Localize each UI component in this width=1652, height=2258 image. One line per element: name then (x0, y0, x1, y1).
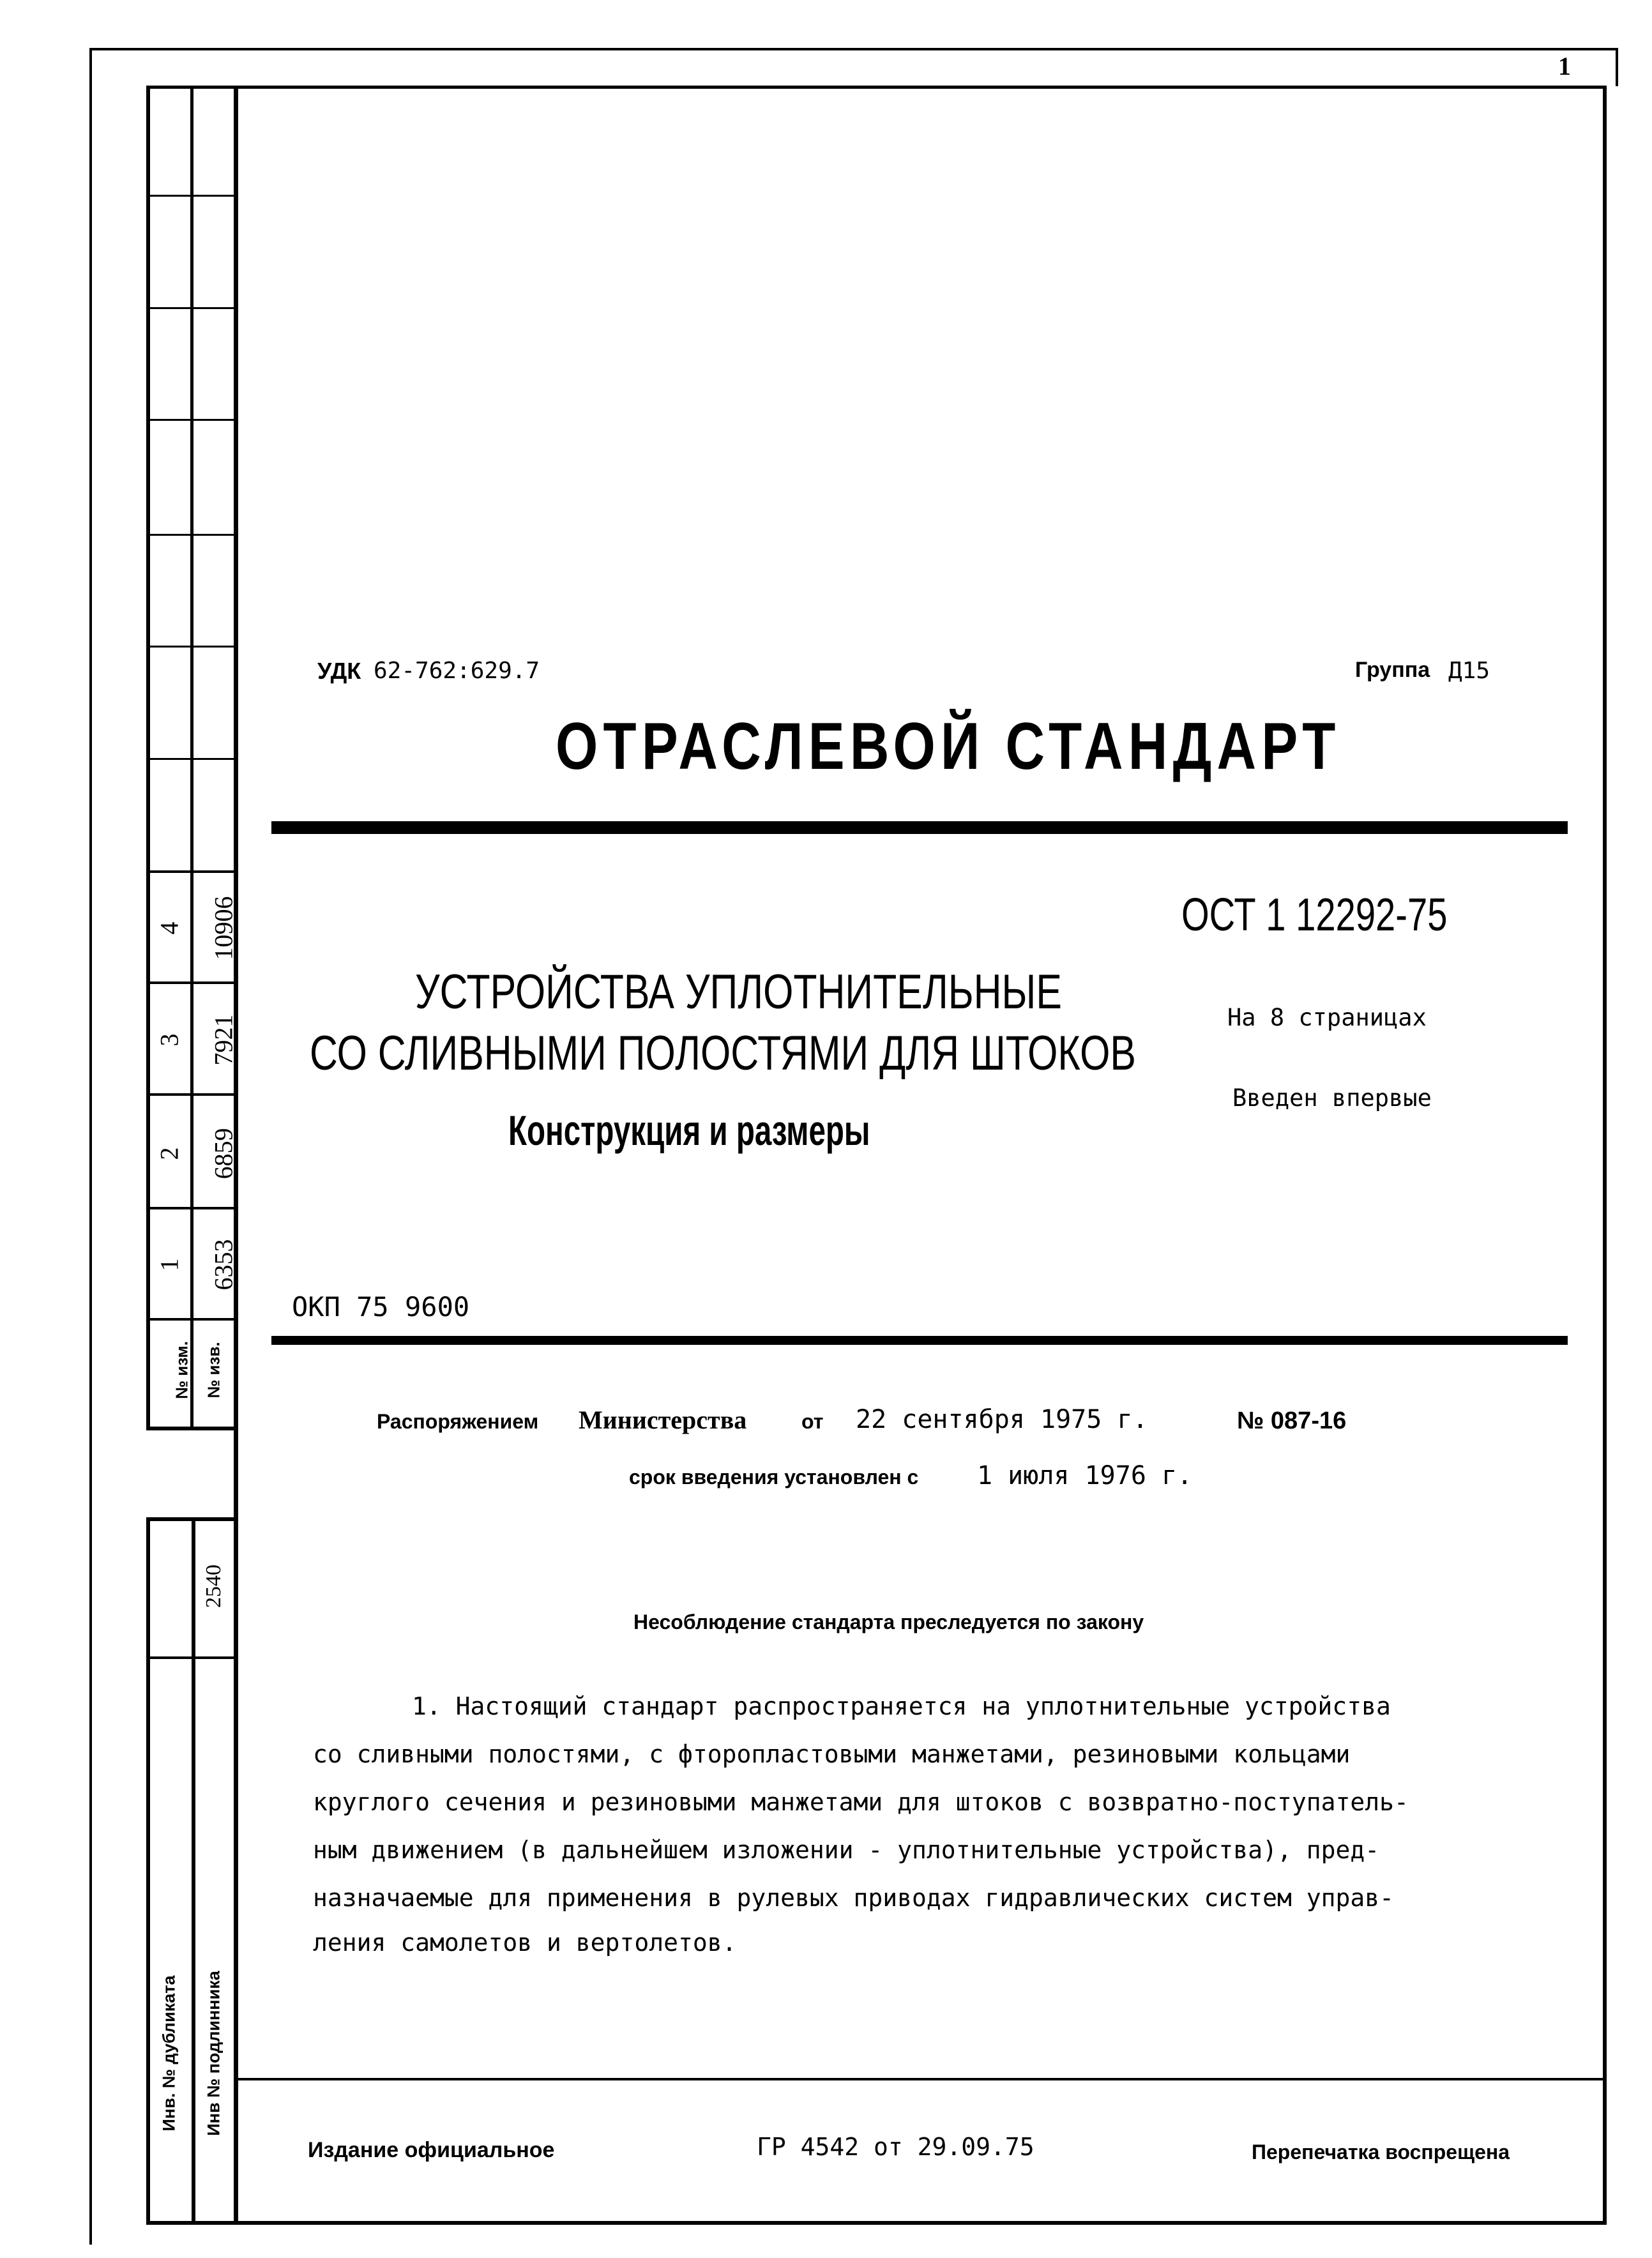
inv-table-left (146, 1517, 150, 2225)
change-number: 3 (155, 1033, 184, 1047)
pages-count: На 8 страницах (1227, 1004, 1427, 1031)
side-table-bottom (146, 1427, 236, 1430)
order-date: 22 сентября 1975 г. (856, 1405, 1148, 1434)
paragraph-line: со сливными полостями, с фторопластовыми манжетами, резиновыми кольцами (313, 1740, 1351, 1768)
udk-label: УДК (317, 658, 361, 684)
group-label: Группа (1355, 658, 1430, 682)
row-line (148, 419, 236, 421)
paragraph-line: 1. Настоящий стандарт распространяется на уплотнительные устройства (412, 1692, 1391, 1720)
change-number: 2 (155, 1147, 184, 1160)
row-line (148, 307, 236, 309)
okp-code: ОКП 75 9600 (292, 1291, 470, 1322)
udk-value: 62-762:629.7 (374, 658, 540, 684)
document-title: ОТРАСЛЕВОЙ СТАНДАРТ (556, 709, 1341, 784)
paragraph-line: назначаемые для применения в рулевых приводах гидравлических систем управ- (313, 1884, 1394, 1912)
row-line (148, 646, 236, 648)
registration-number: ГР 4542 от 29.09.75 (757, 2133, 1034, 2161)
notice-number: 10906 (209, 896, 238, 960)
order-by-label: Распоряжением (377, 1410, 539, 1433)
reprint-prohibited: Перепечатка воспрещена (1252, 2141, 1510, 2163)
order-ministry: Министерства (579, 1406, 747, 1434)
footer-divider (234, 2078, 1605, 2080)
group-value: Д15 (1448, 658, 1490, 684)
original-inventory-number: 2540 (202, 1565, 225, 1608)
change-number: 4 (155, 921, 184, 935)
row-line (148, 534, 236, 536)
official-edition: Издание официальное (308, 2138, 555, 2162)
paragraph-line: ным движением (в дальнейшем изложении - уплотнительные устройства), пред- (313, 1836, 1380, 1864)
outer-top-line (89, 48, 1617, 50)
legal-warning: Несоблюдение стандарта преследуется по закону (633, 1610, 1144, 1633)
duplicate-label: Инв. № дубликата (159, 1975, 179, 2132)
standard-name-line2: СО СЛИВНЫМИ ПОЛОСТЯМИ ДЛЯ ШТОКОВ (310, 1026, 1136, 1080)
frame-bottom (148, 2221, 1606, 2225)
outer-left-line (89, 48, 92, 2245)
paragraph-line: ления самолетов и вертолетов. (313, 1928, 737, 1957)
outer-right-line (1616, 48, 1618, 86)
page-number: 1 (1558, 52, 1571, 80)
row-line (148, 1656, 236, 1659)
order-from: от (801, 1410, 824, 1433)
standard-subtitle: Конструкция и размеры (508, 1107, 870, 1154)
change-number: 1 (155, 1258, 184, 1271)
notice-number: 6353 (209, 1239, 238, 1291)
row-line (148, 758, 236, 760)
title-rule (271, 821, 1568, 834)
frame-top (148, 86, 1606, 89)
original-label: Инв № подлинника (204, 1971, 224, 2136)
effective-label: срок введения установлен с (629, 1466, 919, 1489)
change-label: № изм. (172, 1341, 192, 1399)
standard-number: ОСТ 1 12292-75 (1181, 890, 1448, 941)
introduction-status: Введен впервые (1232, 1084, 1432, 1112)
paragraph-line: круглого сечения и резиновыми манжетами для штоков с возвратно-поступатель- (313, 1788, 1409, 1816)
inv-table-top (146, 1517, 236, 1521)
frame-right (1603, 86, 1607, 2225)
row-line (148, 195, 236, 197)
notice-label: № изв. (204, 1342, 224, 1398)
notice-number: 7921 (209, 1014, 238, 1066)
inv-table-mid (192, 1517, 195, 2225)
order-number: № 087-16 (1237, 1407, 1347, 1434)
effective-date: 1 июля 1976 г. (977, 1461, 1193, 1490)
standard-name-line1: УСТРОЙСТВА УПЛОТНИТЕЛЬНЫЕ (415, 965, 1062, 1019)
okp-rule (271, 1336, 1568, 1345)
notice-number: 6859 (209, 1128, 238, 1179)
